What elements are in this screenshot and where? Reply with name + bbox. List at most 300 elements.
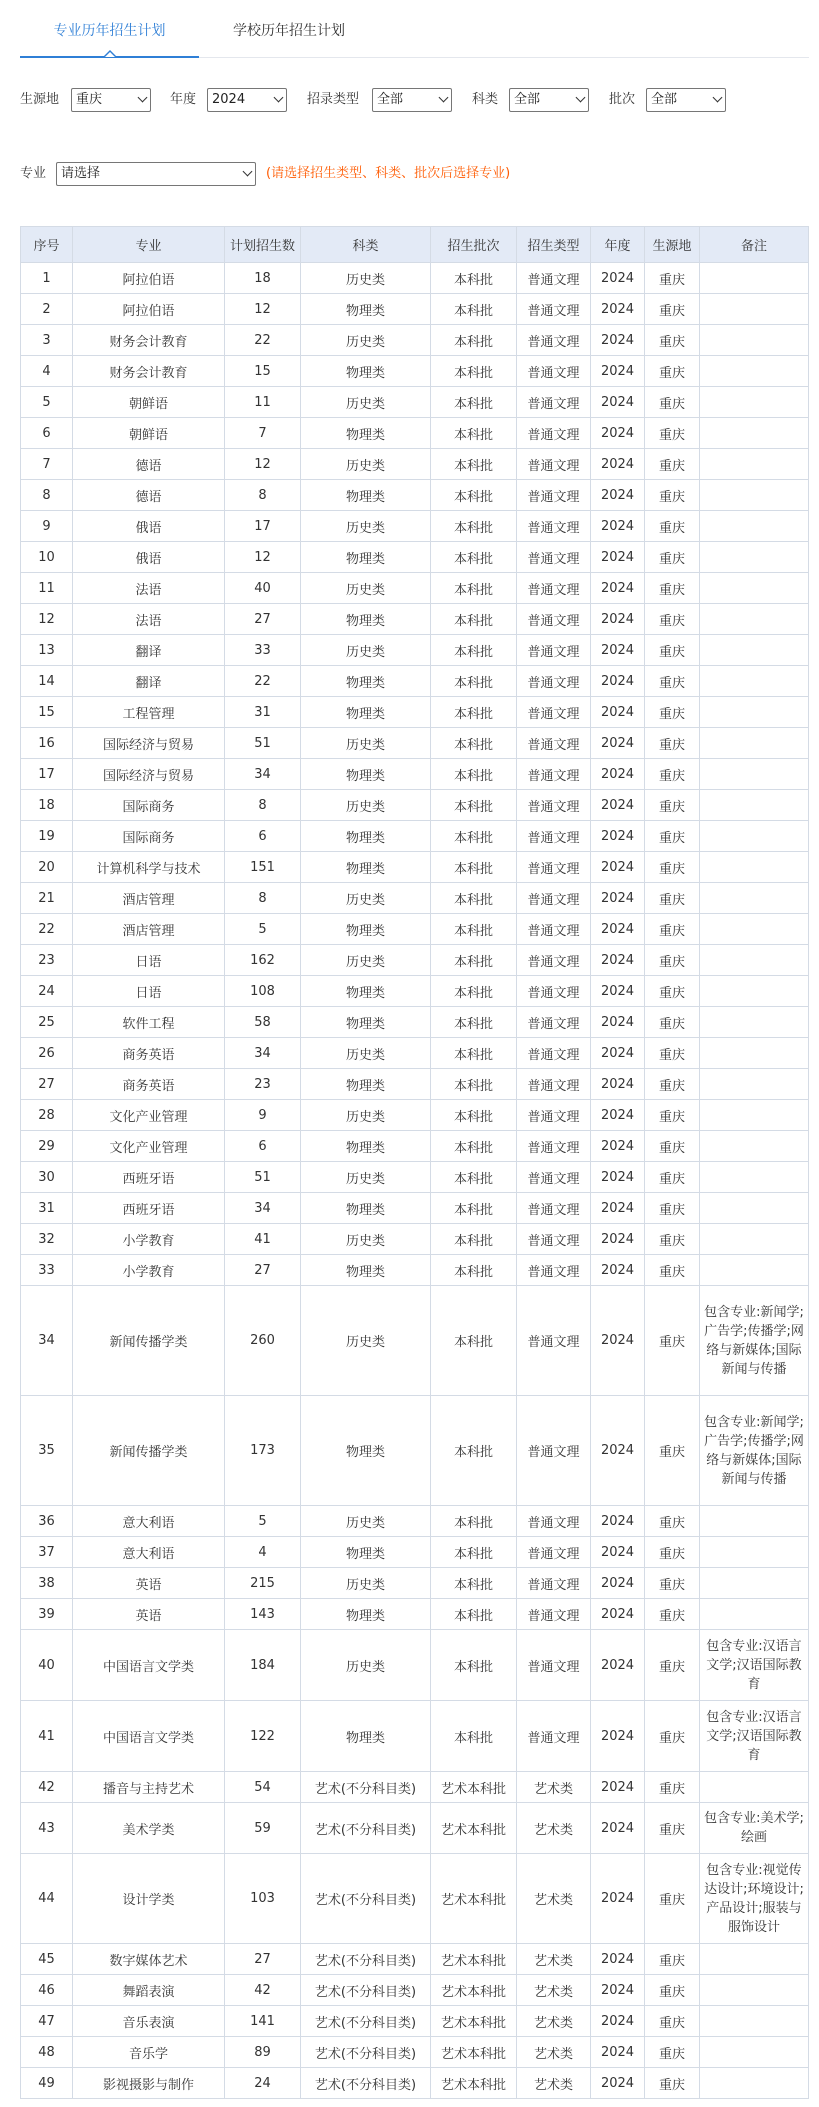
cell-subject: 历史类 xyxy=(301,511,431,542)
cell-batch: 艺术本科批 xyxy=(431,1854,517,1944)
cell-major: 日语 xyxy=(73,976,225,1007)
cell-batch: 艺术本科批 xyxy=(431,2037,517,2068)
cell-subject: 艺术(不分科目类) xyxy=(301,1944,431,1975)
table-row xyxy=(21,666,809,697)
cell-type: 普通文理 xyxy=(517,449,591,480)
cell-batch: 本科批 xyxy=(431,604,517,635)
cell-batch: 本科批 xyxy=(431,1162,517,1193)
tab-major-plan-label: 专业历年招生计划 xyxy=(53,23,166,39)
cell-batch: 本科批 xyxy=(431,1224,517,1255)
cell-major: 酒店管理 xyxy=(73,914,225,945)
cell-type: 普通文理 xyxy=(517,294,591,325)
cell-plan-count: 215 xyxy=(225,1568,301,1599)
col-header: 年度 xyxy=(591,227,645,263)
cell-index: 47 xyxy=(21,2006,73,2037)
cell-batch: 本科批 xyxy=(431,356,517,387)
table-row xyxy=(21,821,809,852)
cell-index: 40 xyxy=(21,1630,73,1701)
cell-year: 2024 xyxy=(591,945,645,976)
cell-subject: 艺术(不分科目类) xyxy=(301,1772,431,1803)
cell-subject: 历史类 xyxy=(301,1506,431,1537)
cell-source: 重庆 xyxy=(645,728,700,759)
tab-active-indicator xyxy=(103,50,117,57)
col-header: 序号 xyxy=(21,227,73,263)
table-row xyxy=(21,1069,809,1100)
cell-major: 国际经济与贸易 xyxy=(73,759,225,790)
cell-year: 2024 xyxy=(591,1131,645,1162)
cell-source: 重庆 xyxy=(645,1255,700,1286)
cell-batch: 艺术本科批 xyxy=(431,1975,517,2006)
cell-subject: 物理类 xyxy=(301,976,431,1007)
cell-note xyxy=(700,790,809,821)
cell-index: 6 xyxy=(21,418,73,449)
cell-major: 酒店管理 xyxy=(73,883,225,914)
table-row xyxy=(21,511,809,542)
cell-plan-count: 51 xyxy=(225,1162,301,1193)
cell-year: 2024 xyxy=(591,1599,645,1630)
cell-year: 2024 xyxy=(591,883,645,914)
cell-batch: 本科批 xyxy=(431,263,517,294)
cell-subject: 历史类 xyxy=(301,573,431,604)
cell-batch: 本科批 xyxy=(431,418,517,449)
cell-note xyxy=(700,976,809,1007)
cell-plan-count: 27 xyxy=(225,1255,301,1286)
cell-batch: 本科批 xyxy=(431,542,517,573)
table-row xyxy=(21,697,809,728)
cell-type: 艺术类 xyxy=(517,1975,591,2006)
cell-batch: 本科批 xyxy=(431,573,517,604)
cell-major: 软件工程 xyxy=(73,1007,225,1038)
cell-type: 普通文理 xyxy=(517,1537,591,1568)
table-row xyxy=(21,418,809,449)
cell-note: 包含专业:新闻学;广告学;传播学;网络与新媒体;国际新闻与传播 xyxy=(700,1396,809,1506)
cell-batch: 本科批 xyxy=(431,1568,517,1599)
cell-batch: 本科批 xyxy=(431,480,517,511)
cell-batch: 本科批 xyxy=(431,852,517,883)
cell-major: 舞蹈表演 xyxy=(73,1975,225,2006)
table-row xyxy=(21,1944,809,1975)
cell-note xyxy=(700,914,809,945)
batch-select[interactable] xyxy=(646,88,726,112)
tab-major-plan[interactable] xyxy=(20,0,199,58)
table-row xyxy=(21,356,809,387)
table-row xyxy=(21,1286,809,1396)
enrollment-plan-table xyxy=(20,226,809,2099)
subject-select[interactable] xyxy=(509,88,589,112)
col-header: 科类 xyxy=(301,227,431,263)
cell-batch: 本科批 xyxy=(431,759,517,790)
cell-type: 艺术类 xyxy=(517,2037,591,2068)
cell-plan-count: 17 xyxy=(225,511,301,542)
cell-batch: 本科批 xyxy=(431,294,517,325)
cell-type: 艺术类 xyxy=(517,2068,591,2099)
cell-major: 音乐学 xyxy=(73,2037,225,2068)
cell-type: 普通文理 xyxy=(517,1599,591,1630)
table-row xyxy=(21,976,809,1007)
cell-type: 普通文理 xyxy=(517,1162,591,1193)
cell-year: 2024 xyxy=(591,542,645,573)
cell-subject: 艺术(不分科目类) xyxy=(301,1975,431,2006)
cell-major: 意大利语 xyxy=(73,1537,225,1568)
cell-index: 24 xyxy=(21,976,73,1007)
cell-year: 2024 xyxy=(591,1162,645,1193)
cell-subject: 物理类 xyxy=(301,1007,431,1038)
cell-major: 中国语言文学类 xyxy=(73,1701,225,1772)
cell-note xyxy=(700,387,809,418)
cell-year: 2024 xyxy=(591,356,645,387)
cell-major: 新闻传播学类 xyxy=(73,1396,225,1506)
cell-note xyxy=(700,1568,809,1599)
subject-select-value: 全部 xyxy=(514,92,541,107)
cell-note xyxy=(700,2006,809,2037)
cell-major: 中国语言文学类 xyxy=(73,1630,225,1701)
cell-type: 普通文理 xyxy=(517,697,591,728)
cell-index: 5 xyxy=(21,387,73,418)
cell-plan-count: 103 xyxy=(225,1854,301,1944)
cell-type: 艺术类 xyxy=(517,1944,591,1975)
cell-index: 11 xyxy=(21,573,73,604)
cell-type: 普通文理 xyxy=(517,325,591,356)
col-header: 生源地 xyxy=(645,227,700,263)
cell-index: 7 xyxy=(21,449,73,480)
table-header-row xyxy=(21,227,809,263)
cell-year: 2024 xyxy=(591,1038,645,1069)
col-header: 备注 xyxy=(700,227,809,263)
cell-plan-count: 18 xyxy=(225,263,301,294)
cell-year: 2024 xyxy=(591,1224,645,1255)
cell-major: 工程管理 xyxy=(73,697,225,728)
cell-index: 29 xyxy=(21,1131,73,1162)
type-select[interactable] xyxy=(372,88,452,112)
cell-subject: 物理类 xyxy=(301,697,431,728)
cell-source: 重庆 xyxy=(645,1506,700,1537)
cell-index: 17 xyxy=(21,759,73,790)
cell-type: 艺术类 xyxy=(517,1803,591,1854)
table-row xyxy=(21,635,809,666)
cell-note xyxy=(700,449,809,480)
cell-index: 15 xyxy=(21,697,73,728)
cell-batch: 本科批 xyxy=(431,697,517,728)
cell-subject: 历史类 xyxy=(301,883,431,914)
cell-index: 21 xyxy=(21,883,73,914)
cell-source: 重庆 xyxy=(645,1224,700,1255)
cell-source: 重庆 xyxy=(645,1803,700,1854)
cell-note xyxy=(700,263,809,294)
table-row xyxy=(21,2037,809,2068)
cell-major: 阿拉伯语 xyxy=(73,263,225,294)
cell-year: 2024 xyxy=(591,263,645,294)
cell-note: 包含专业:汉语言文学;汉语国际教育 xyxy=(700,1630,809,1701)
cell-note xyxy=(700,511,809,542)
cell-source: 重庆 xyxy=(645,1944,700,1975)
table-row xyxy=(21,263,809,294)
cell-year: 2024 xyxy=(591,480,645,511)
cell-type: 普通文理 xyxy=(517,1193,591,1224)
cell-subject: 物理类 xyxy=(301,666,431,697)
cell-major: 英语 xyxy=(73,1568,225,1599)
table-row xyxy=(21,759,809,790)
cell-year: 2024 xyxy=(591,1255,645,1286)
cell-major: 日语 xyxy=(73,945,225,976)
cell-plan-count: 41 xyxy=(225,1224,301,1255)
cell-note xyxy=(700,1599,809,1630)
cell-batch: 本科批 xyxy=(431,1193,517,1224)
cell-subject: 历史类 xyxy=(301,728,431,759)
cell-source: 重庆 xyxy=(645,635,700,666)
cell-index: 27 xyxy=(21,1069,73,1100)
cell-batch: 本科批 xyxy=(431,1701,517,1772)
cell-subject: 历史类 xyxy=(301,449,431,480)
cell-plan-count: 122 xyxy=(225,1701,301,1772)
cell-source: 重庆 xyxy=(645,1007,700,1038)
cell-batch: 艺术本科批 xyxy=(431,2068,517,2099)
cell-note xyxy=(700,1100,809,1131)
cell-type: 普通文理 xyxy=(517,821,591,852)
cell-batch: 本科批 xyxy=(431,1038,517,1069)
cell-type: 普通文理 xyxy=(517,356,591,387)
major-label: 专业 xyxy=(20,166,47,181)
cell-batch: 本科批 xyxy=(431,790,517,821)
cell-source: 重庆 xyxy=(645,1069,700,1100)
cell-plan-count: 8 xyxy=(225,790,301,821)
cell-source: 重庆 xyxy=(645,604,700,635)
cell-index: 19 xyxy=(21,821,73,852)
cell-batch: 本科批 xyxy=(431,883,517,914)
cell-subject: 物理类 xyxy=(301,418,431,449)
cell-year: 2024 xyxy=(591,449,645,480)
cell-note xyxy=(700,1038,809,1069)
cell-source: 重庆 xyxy=(645,325,700,356)
cell-plan-count: 40 xyxy=(225,573,301,604)
chevron-down-icon xyxy=(439,93,449,103)
subject-label: 科类 xyxy=(472,92,499,107)
cell-subject: 历史类 xyxy=(301,1286,431,1396)
cell-plan-count: 7 xyxy=(225,418,301,449)
cell-source: 重庆 xyxy=(645,1286,700,1396)
cell-type: 普通文理 xyxy=(517,852,591,883)
cell-source: 重庆 xyxy=(645,883,700,914)
cell-plan-count: 4 xyxy=(225,1537,301,1568)
cell-index: 31 xyxy=(21,1193,73,1224)
source-select[interactable] xyxy=(71,88,151,112)
cell-major: 俄语 xyxy=(73,511,225,542)
cell-note xyxy=(700,945,809,976)
table-row xyxy=(21,1537,809,1568)
cell-source: 重庆 xyxy=(645,976,700,1007)
cell-note xyxy=(700,1255,809,1286)
cell-subject: 历史类 xyxy=(301,1038,431,1069)
cell-type: 普通文理 xyxy=(517,666,591,697)
cell-batch: 本科批 xyxy=(431,387,517,418)
cell-type: 普通文理 xyxy=(517,1038,591,1069)
tab-school-plan[interactable] xyxy=(209,0,369,58)
col-header: 计划招生数 xyxy=(225,227,301,263)
cell-year: 2024 xyxy=(591,1772,645,1803)
table-row xyxy=(21,1599,809,1630)
col-header: 招生批次 xyxy=(431,227,517,263)
cell-type: 普通文理 xyxy=(517,480,591,511)
cell-subject: 历史类 xyxy=(301,325,431,356)
cell-note xyxy=(700,1537,809,1568)
table-row xyxy=(21,2006,809,2037)
cell-note: 包含专业:美术学;绘画 xyxy=(700,1803,809,1854)
cell-source: 重庆 xyxy=(645,480,700,511)
cell-batch: 本科批 xyxy=(431,1506,517,1537)
cell-note xyxy=(700,1069,809,1100)
cell-source: 重庆 xyxy=(645,759,700,790)
table-row xyxy=(21,1193,809,1224)
cell-type: 普通文理 xyxy=(517,883,591,914)
cell-note xyxy=(700,1944,809,1975)
year-select[interactable] xyxy=(207,88,287,112)
cell-batch: 本科批 xyxy=(431,728,517,759)
cell-index: 14 xyxy=(21,666,73,697)
major-select[interactable] xyxy=(56,162,256,186)
cell-batch: 本科批 xyxy=(431,1599,517,1630)
table-row xyxy=(21,1396,809,1506)
cell-major: 商务英语 xyxy=(73,1069,225,1100)
cell-note xyxy=(700,1131,809,1162)
cell-subject: 历史类 xyxy=(301,387,431,418)
cell-source: 重庆 xyxy=(645,1630,700,1701)
col-header: 专业 xyxy=(73,227,225,263)
cell-type: 普通文理 xyxy=(517,418,591,449)
cell-index: 32 xyxy=(21,1224,73,1255)
cell-index: 10 xyxy=(21,542,73,573)
cell-plan-count: 184 xyxy=(225,1630,301,1701)
cell-subject: 物理类 xyxy=(301,914,431,945)
cell-type: 普通文理 xyxy=(517,1630,591,1701)
cell-type: 普通文理 xyxy=(517,728,591,759)
cell-type: 普通文理 xyxy=(517,511,591,542)
table-row xyxy=(21,1506,809,1537)
cell-year: 2024 xyxy=(591,2037,645,2068)
year-label: 年度 xyxy=(170,92,197,107)
cell-source: 重庆 xyxy=(645,1537,700,1568)
cell-type: 艺术类 xyxy=(517,2006,591,2037)
cell-type: 普通文理 xyxy=(517,1396,591,1506)
cell-batch: 本科批 xyxy=(431,1537,517,1568)
source-label: 生源地 xyxy=(20,92,60,107)
cell-index: 33 xyxy=(21,1255,73,1286)
cell-source: 重庆 xyxy=(645,2037,700,2068)
cell-source: 重庆 xyxy=(645,1162,700,1193)
table-row xyxy=(21,1255,809,1286)
chevron-down-icon xyxy=(138,93,148,103)
cell-type: 普通文理 xyxy=(517,914,591,945)
cell-batch: 本科批 xyxy=(431,1131,517,1162)
chevron-down-icon xyxy=(713,93,723,103)
cell-subject: 物理类 xyxy=(301,1193,431,1224)
cell-note xyxy=(700,666,809,697)
cell-plan-count: 12 xyxy=(225,294,301,325)
cell-plan-count: 12 xyxy=(225,449,301,480)
cell-major: 法语 xyxy=(73,604,225,635)
cell-year: 2024 xyxy=(591,1630,645,1701)
cell-major: 国际经济与贸易 xyxy=(73,728,225,759)
cell-subject: 物理类 xyxy=(301,852,431,883)
cell-index: 16 xyxy=(21,728,73,759)
cell-note xyxy=(700,1975,809,2006)
cell-major: 商务英语 xyxy=(73,1038,225,1069)
cell-index: 48 xyxy=(21,2037,73,2068)
cell-plan-count: 15 xyxy=(225,356,301,387)
cell-year: 2024 xyxy=(591,573,645,604)
cell-plan-count: 22 xyxy=(225,325,301,356)
type-select-value: 全部 xyxy=(377,92,404,107)
cell-source: 重庆 xyxy=(645,356,700,387)
cell-source: 重庆 xyxy=(645,294,700,325)
cell-type: 艺术类 xyxy=(517,1772,591,1803)
table-row xyxy=(21,2068,809,2099)
cell-year: 2024 xyxy=(591,1568,645,1599)
cell-source: 重庆 xyxy=(645,666,700,697)
cell-source: 重庆 xyxy=(645,449,700,480)
table-row xyxy=(21,1701,809,1772)
cell-type: 艺术类 xyxy=(517,1854,591,1944)
cell-batch: 本科批 xyxy=(431,1396,517,1506)
cell-plan-count: 34 xyxy=(225,1193,301,1224)
cell-source: 重庆 xyxy=(645,542,700,573)
cell-type: 普通文理 xyxy=(517,790,591,821)
cell-note xyxy=(700,294,809,325)
cell-plan-count: 34 xyxy=(225,1038,301,1069)
table-row xyxy=(21,1131,809,1162)
cell-note: 包含专业:新闻学;广告学;传播学;网络与新媒体;国际新闻与传播 xyxy=(700,1286,809,1396)
cell-plan-count: 173 xyxy=(225,1396,301,1506)
cell-plan-count: 24 xyxy=(225,2068,301,2099)
cell-type: 普通文理 xyxy=(517,1506,591,1537)
chevron-down-icon xyxy=(576,93,586,103)
cell-index: 2 xyxy=(21,294,73,325)
cell-source: 重庆 xyxy=(645,1396,700,1506)
type-label: 招录类型 xyxy=(307,92,360,107)
cell-source: 重庆 xyxy=(645,790,700,821)
cell-note xyxy=(700,542,809,573)
cell-source: 重庆 xyxy=(645,852,700,883)
cell-batch: 本科批 xyxy=(431,976,517,1007)
table-row xyxy=(21,542,809,573)
cell-major: 国际商务 xyxy=(73,821,225,852)
cell-major: 德语 xyxy=(73,449,225,480)
cell-plan-count: 6 xyxy=(225,821,301,852)
year-select-value: 2024 xyxy=(212,92,246,107)
cell-subject: 物理类 xyxy=(301,480,431,511)
cell-index: 39 xyxy=(21,1599,73,1630)
cell-subject: 物理类 xyxy=(301,1701,431,1772)
cell-major: 小学教育 xyxy=(73,1224,225,1255)
tab-school-plan-label: 学校历年招生计划 xyxy=(233,23,345,39)
table-row xyxy=(21,480,809,511)
cell-batch: 艺术本科批 xyxy=(431,1944,517,1975)
cell-source: 重庆 xyxy=(645,1038,700,1069)
cell-subject: 历史类 xyxy=(301,1100,431,1131)
cell-subject: 历史类 xyxy=(301,1568,431,1599)
cell-index: 49 xyxy=(21,2068,73,2099)
table-row xyxy=(21,1568,809,1599)
cell-subject: 物理类 xyxy=(301,759,431,790)
cell-major: 文化产业管理 xyxy=(73,1131,225,1162)
cell-source: 重庆 xyxy=(645,2068,700,2099)
cell-major: 新闻传播学类 xyxy=(73,1286,225,1396)
table-row xyxy=(21,1630,809,1701)
cell-type: 普通文理 xyxy=(517,604,591,635)
cell-source: 重庆 xyxy=(645,821,700,852)
cell-subject: 物理类 xyxy=(301,1599,431,1630)
table-row xyxy=(21,1975,809,2006)
cell-year: 2024 xyxy=(591,1193,645,1224)
cell-index: 1 xyxy=(21,263,73,294)
